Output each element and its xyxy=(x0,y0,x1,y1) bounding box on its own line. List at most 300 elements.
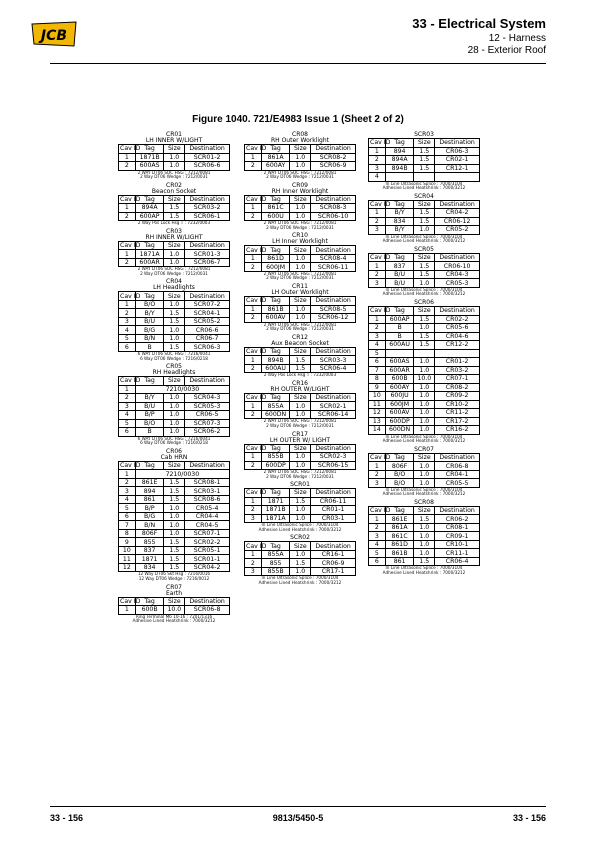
connector-id: SCR02 xyxy=(290,534,310,542)
table-row xyxy=(119,326,230,335)
column-header: Size xyxy=(164,292,185,301)
destination: CR05-6 xyxy=(435,324,480,333)
column-header: Tag xyxy=(385,139,414,148)
wire-tag: 855A xyxy=(261,550,290,559)
part-note: 2 Way DT06 Wedge : 7212/0031 xyxy=(140,270,208,276)
wire-tag: 894A xyxy=(135,204,164,213)
column-header: Destination xyxy=(435,200,480,209)
svg-text:JCB: JCB xyxy=(40,28,68,44)
column-header: Destination xyxy=(311,393,356,402)
column-header: Tag xyxy=(385,453,414,462)
table-row xyxy=(119,606,230,615)
cavity-id: 10 xyxy=(119,546,136,555)
destination: SCR04-1 xyxy=(185,309,230,318)
column-header: Cav ID xyxy=(120,597,141,605)
connector-scr01 xyxy=(244,482,356,532)
connector-description: RH Inner Worklight xyxy=(271,187,329,195)
wire-size: 1.5 xyxy=(414,341,435,350)
column-header: Tag xyxy=(261,297,290,306)
cavity-id: 3 xyxy=(369,226,386,235)
wire-tag: 855A xyxy=(261,402,290,411)
connector-cr09 xyxy=(244,183,356,231)
column-header: Destination xyxy=(311,297,356,306)
column-header: Cav ID xyxy=(120,292,141,300)
destination: CR09-2 xyxy=(435,392,480,401)
destination: CR03-1 xyxy=(311,514,356,523)
column-header: Tag xyxy=(135,377,164,386)
table-row xyxy=(119,317,230,326)
wire-tag: B/G xyxy=(135,512,164,521)
pin-table-header xyxy=(245,347,356,356)
part-note: 6 Way DT06 Wedge : 7216/0218 xyxy=(140,440,208,446)
cavity-id: 5 xyxy=(369,549,386,558)
destination: SCR04-3 xyxy=(185,394,230,403)
wire-tag: 855 xyxy=(135,538,164,547)
cavity-id: 12 xyxy=(119,563,136,572)
table-row xyxy=(369,173,480,182)
cavity-id: 3 xyxy=(245,514,262,523)
table-row xyxy=(245,506,356,515)
cavity-id: 1 xyxy=(119,470,136,479)
connector-scr06 xyxy=(368,300,480,444)
destination: CR04-1 xyxy=(435,470,480,479)
cavity-id: 1 xyxy=(245,453,262,462)
destination: CR17-2 xyxy=(435,417,480,426)
destination: SCR08-5 xyxy=(311,305,356,314)
wire-size: 1.0 xyxy=(290,305,311,314)
column-header: Cav ID xyxy=(246,444,267,452)
pin-table xyxy=(118,461,230,573)
column-header: Destination xyxy=(185,241,230,250)
destination: CR12-1 xyxy=(435,164,480,173)
pin-table-header xyxy=(369,253,480,262)
column-header: Size xyxy=(414,506,435,515)
part-note: In Line Ultrasonic Splice : 7000/3104 xyxy=(385,433,463,439)
connector-id: CR04 xyxy=(166,278,182,286)
cavity-id: 1 xyxy=(119,204,136,213)
table-row xyxy=(369,156,480,165)
cavity-id: 2 xyxy=(245,364,262,373)
table-row xyxy=(119,495,230,504)
wire-size: 1.5 xyxy=(164,212,185,221)
part-note: In Line Ultrasonic Splice : 7000/3104 xyxy=(385,286,463,292)
wire-tag: 894B xyxy=(261,356,290,365)
pin-table-header xyxy=(119,145,230,154)
part-note: 2 WAY DT06 SOC HSG : 7212/0081 xyxy=(263,169,337,175)
wire-tag: 600U xyxy=(261,212,290,221)
wire-tag: 600JM xyxy=(385,400,414,409)
part-note: 2 Way DT06 Wedge : 7212/0031 xyxy=(266,473,334,479)
cavity-id: 1 xyxy=(119,153,136,162)
column-header: Size xyxy=(164,145,185,154)
part-note: In Line Ultrasonic Splice : 7000/3104 xyxy=(261,575,339,581)
destination: SCR05-2 xyxy=(185,317,230,326)
connector-id: CR01 xyxy=(166,131,182,138)
destination: CR04-6 xyxy=(435,332,480,341)
destination: SCR06-6 xyxy=(185,162,230,171)
column-header: Tag xyxy=(261,542,290,551)
part-note: 12 Way DT06 Wedge : 7216/0012 xyxy=(138,575,210,581)
table-row xyxy=(369,349,480,358)
destination: SCR06-1 xyxy=(185,212,230,221)
table-row xyxy=(119,478,230,487)
destination: CR06-12 xyxy=(435,217,480,226)
wire-size: 1.5 xyxy=(290,559,311,568)
subsubsection-title: 28 - Exterior Roof xyxy=(467,45,546,56)
wire-tag: B xyxy=(135,343,164,352)
cavity-id: 1 xyxy=(119,250,136,259)
table-row xyxy=(119,153,230,162)
column-header: Tag xyxy=(135,292,164,301)
cavity-id: 2 xyxy=(245,212,262,221)
cavity-id: 1 xyxy=(369,262,386,271)
wire-tag: 1871A xyxy=(261,514,290,523)
connector-cr06 xyxy=(118,449,230,582)
wire-size: 1.0 xyxy=(164,529,185,538)
destination: CR05-5 xyxy=(435,479,480,488)
wire-tag: 834 xyxy=(385,217,414,226)
destination: CR01-1 xyxy=(311,506,356,515)
wire-size: 1.0 xyxy=(414,400,435,409)
destination: CR05-3 xyxy=(435,279,480,288)
part-note: 2 WAY DT06 SOC HSG : 7212/0081 xyxy=(263,270,337,276)
table-row xyxy=(369,324,480,333)
cavity-id: 3 xyxy=(369,479,386,488)
pin-table xyxy=(368,253,480,288)
pin-table xyxy=(244,347,356,374)
wire-tag: 861 xyxy=(135,495,164,504)
part-note: Adhesive Lined Heatshrink : 7000/3212 xyxy=(382,570,466,576)
destination: SCR03-2 xyxy=(185,204,230,213)
part-note: In Line Ultrasonic Splice : 7000/3104 xyxy=(385,565,463,571)
column-header: Destination xyxy=(311,347,356,356)
column-header: Destination xyxy=(311,542,356,551)
cavity-id: 1 xyxy=(369,209,386,218)
wire-tag: 861A xyxy=(385,523,414,532)
column-header: Size xyxy=(290,542,311,551)
wire-tag: 600JU xyxy=(385,392,414,401)
wire-size: 1.5 xyxy=(414,147,435,156)
wire-size: 1.5 xyxy=(164,343,185,352)
cavity-id: 2 xyxy=(119,212,136,221)
column-header: Tag xyxy=(385,307,414,316)
table-row xyxy=(245,153,356,162)
connector-scr08 xyxy=(368,500,480,576)
wire-size: 1.0 xyxy=(290,402,311,411)
column-header: Cav ID xyxy=(120,195,141,203)
destination: CR08-2 xyxy=(435,383,480,392)
cavity-id: 2 xyxy=(369,270,386,279)
wire-size: 1.0 xyxy=(164,419,185,428)
wire-tag: B xyxy=(135,428,164,437)
column-header: Tag xyxy=(135,195,164,204)
wire-tag: B/U xyxy=(385,270,414,279)
cavity-id: 3 xyxy=(245,567,262,576)
connector-scr02 xyxy=(244,535,356,585)
cavity-id: 2 xyxy=(245,410,262,419)
wire-tag: B/N xyxy=(135,521,164,530)
pin-table-header xyxy=(119,241,230,250)
connector-id: CR11 xyxy=(292,283,308,291)
pin-table-header xyxy=(369,453,480,462)
connector-scr05 xyxy=(368,247,480,297)
destination: CR04-4 xyxy=(185,512,230,521)
cavity-id: 1 xyxy=(245,402,262,411)
footer-doc-number: 9813/5450-5 xyxy=(272,813,324,823)
connector-cr16 xyxy=(244,381,356,429)
column-header: Cav ID xyxy=(246,348,267,355)
connector-cr10 xyxy=(244,233,356,281)
cavity-id: 4 xyxy=(369,540,386,549)
wire-size: 1.0 xyxy=(414,417,435,426)
wire-tag: 1871A xyxy=(135,250,164,259)
part-note: 2 Way DT06 Wedge : 7212/0031 xyxy=(266,174,334,180)
wire-tag: 861D xyxy=(385,540,414,549)
wire-size: 1.0 xyxy=(164,258,185,267)
cavity-id: 3 xyxy=(119,487,136,496)
destination: SCR06-9 xyxy=(311,162,356,171)
part-note: Adhesive Lined Heatshrink : 7000/3212 xyxy=(258,580,342,585)
wire-size: 1.0 xyxy=(164,521,185,530)
wire-size: 1.0 xyxy=(414,383,435,392)
wire-tag: 600AY xyxy=(261,162,290,171)
wire-size: 1.0 xyxy=(164,250,185,259)
column-header: Cav ID xyxy=(246,246,267,254)
wire-size: 1.5 xyxy=(414,315,435,324)
destination xyxy=(435,173,480,182)
part-note: 2 WAY DT06 SOC HSG : 7212/0081 xyxy=(137,169,211,175)
connector-id: SCR08 xyxy=(414,498,434,506)
pin-table-header xyxy=(369,200,480,209)
wire-tag: 861 xyxy=(385,557,414,566)
wire-size: 1.0 xyxy=(414,426,435,435)
part-note: 2 WAY DT06 SOC HSG : 7212/0081 xyxy=(263,469,337,475)
cavity-id: 13 xyxy=(369,417,386,426)
wire-size: 1.5 xyxy=(164,495,185,504)
part-number: 7210/0030 xyxy=(135,470,229,479)
wire-tag: B/Y xyxy=(385,226,414,235)
column-header: Cav ID xyxy=(370,507,391,515)
column-header: Size xyxy=(414,253,435,262)
part-note: 2 Way DT06 Wedge : 7212/0031 xyxy=(140,174,208,180)
connector-cr03 xyxy=(118,229,230,277)
wire-tag: B/O xyxy=(385,470,414,479)
pin-table xyxy=(244,195,356,222)
wire-size: 1.0 xyxy=(414,409,435,418)
wire-size: 1.0 xyxy=(290,453,311,462)
column-header: Destination xyxy=(435,139,480,148)
column-header: Tag xyxy=(135,241,164,250)
column-header: Destination xyxy=(311,246,356,255)
wire-size: 1.0 xyxy=(414,392,435,401)
cavity-id: 2 xyxy=(245,162,262,171)
destination: SCR06-7 xyxy=(185,258,230,267)
table-row xyxy=(369,315,480,324)
destination: CR01-2 xyxy=(435,358,480,367)
column-header: Cav ID xyxy=(246,489,267,497)
pin-table-header xyxy=(119,292,230,301)
part-note: Adhesive Lined Heatshrink : 7000/3212 xyxy=(382,491,466,497)
table-row xyxy=(369,332,480,341)
part-note: 2 Way Pos Lock Hsg T : 7232/0003 xyxy=(263,372,337,378)
wire-tag: B/G xyxy=(135,326,164,335)
wire-tag: B/P xyxy=(135,411,164,420)
wire-tag: 600AS xyxy=(135,162,164,171)
wire-tag: 600AP xyxy=(385,315,414,324)
destination: SCR01-2 xyxy=(185,153,230,162)
destination: CR06-8 xyxy=(435,462,480,471)
column-header: Size xyxy=(290,347,311,356)
table-row xyxy=(369,392,480,401)
pin-table xyxy=(368,453,480,488)
connector-id: CR05 xyxy=(166,363,182,371)
connector-id: CR08 xyxy=(292,131,308,138)
wire-tag: 1871 xyxy=(135,555,164,564)
table-row xyxy=(369,341,480,350)
column-header: Tag xyxy=(385,506,414,515)
wire-size: 1.5 xyxy=(164,309,185,318)
destination: CR06-9 xyxy=(311,559,356,568)
column-header: Size xyxy=(290,145,311,154)
connector-id: CR17 xyxy=(292,430,308,438)
wire-size: 1.5 xyxy=(414,332,435,341)
column-header: Tag xyxy=(261,246,290,255)
table-row xyxy=(369,358,480,367)
destination: SCR06-2 xyxy=(185,428,230,437)
wire-size: 1.5 xyxy=(414,164,435,173)
wire-tag: 600JM xyxy=(261,263,290,272)
destination: CR06-5 xyxy=(185,411,230,420)
wire-size: 1.5 xyxy=(290,497,311,506)
connector-description: LH INNER W/LIGHT xyxy=(145,137,203,144)
column-header: Destination xyxy=(185,461,230,470)
cavity-id: 9 xyxy=(119,538,136,547)
pin-table xyxy=(368,200,480,235)
table-row xyxy=(119,411,230,420)
connector-cr11 xyxy=(244,284,356,332)
cavity-id: 1 xyxy=(369,462,386,471)
pin-table-header xyxy=(369,506,480,515)
destination: CR06-7 xyxy=(185,334,230,343)
pin-table-header xyxy=(119,461,230,470)
part-note: In Line Ultrasonic Splice : 7000/3104 xyxy=(385,180,463,186)
destination: SCR05-3 xyxy=(185,402,230,411)
pin-table-header xyxy=(245,145,356,154)
wire-tag: 806F xyxy=(135,529,164,538)
wire-size: 1.5 xyxy=(164,204,185,213)
column-header: Size xyxy=(414,200,435,209)
pin-table xyxy=(244,541,356,576)
connector-scr07 xyxy=(368,447,480,497)
table-row xyxy=(119,512,230,521)
destination: CR09-1 xyxy=(435,532,480,541)
destination: CR06-3 xyxy=(435,147,480,156)
cavity-id: 4 xyxy=(119,411,136,420)
destination: CR06-11 xyxy=(311,497,356,506)
table-row xyxy=(119,162,230,171)
wire-size: 1.5 xyxy=(164,317,185,326)
column-header: Destination xyxy=(435,453,480,462)
wire-tag: 600AP xyxy=(135,212,164,221)
column-header: Cav ID xyxy=(370,139,391,147)
wire-tag: 600AS xyxy=(385,358,414,367)
wire-size: 1.0 xyxy=(290,254,311,263)
column-header: Tag xyxy=(261,489,290,498)
part-note: 2 WAY DT06 SOC HSG : 7212/0081 xyxy=(263,418,337,424)
wire-size: 1.0 xyxy=(414,358,435,367)
table-row xyxy=(245,550,356,559)
pin-table xyxy=(118,291,230,352)
connector-description: RH Headlights xyxy=(152,369,196,377)
table-row xyxy=(119,394,230,403)
destination: SCR02-1 xyxy=(311,402,356,411)
wire-tag: 600AR xyxy=(385,366,414,375)
subsection-title: 12 - Harness xyxy=(488,33,546,44)
wire-tag: B xyxy=(385,324,414,333)
wire-tag: 600AR xyxy=(135,258,164,267)
column-header: Tag xyxy=(135,461,164,470)
table-row xyxy=(369,164,480,173)
wire-tag: 861B xyxy=(261,305,290,314)
wire-size: 1.5 xyxy=(414,270,435,279)
cavity-id: 3 xyxy=(369,164,386,173)
cavity-id: 2 xyxy=(245,314,262,323)
wire-tag: 861C xyxy=(385,532,414,541)
connector-description: RH OUTER W/LIGHT xyxy=(270,385,330,393)
part-note: 2 WAY DT06 SOC HSG : 7212/0081 xyxy=(263,220,337,226)
destination: SCR03-3 xyxy=(311,356,356,365)
column-header: Destination xyxy=(435,506,480,515)
destination: SCR08-4 xyxy=(311,254,356,263)
column-header: Size xyxy=(164,241,185,250)
table-row xyxy=(119,419,230,428)
destination: SCR01-3 xyxy=(185,250,230,259)
cavity-id: 2 xyxy=(245,506,262,515)
cavity-id: 1 xyxy=(245,356,262,365)
table-row xyxy=(119,385,230,394)
wire-tag: 837 xyxy=(385,262,414,271)
wire-size: 1.0 xyxy=(164,504,185,513)
table-row xyxy=(119,428,230,437)
table-row xyxy=(369,479,480,488)
cavity-id: 1 xyxy=(245,305,262,314)
column-header: Cav ID xyxy=(370,254,391,262)
part-note: In Line Ultrasonic Splice : 7000/3104 xyxy=(385,486,463,492)
table-row xyxy=(119,300,230,309)
wire-tag: 600DP xyxy=(261,461,290,470)
cavity-id: 2 xyxy=(245,263,262,272)
connector-id: CR16 xyxy=(292,379,308,387)
wire-size: 1.0 xyxy=(414,540,435,549)
wire-size: 1.0 xyxy=(290,550,311,559)
wire-tag: 861B xyxy=(385,549,414,558)
wire-size: 1.0 xyxy=(290,567,311,576)
connector-cr17 xyxy=(244,432,356,480)
connector-description: LH OUTER W/ LIGHT xyxy=(269,436,331,444)
destination: SCR07-2 xyxy=(185,300,230,309)
table-row xyxy=(369,540,480,549)
wire-size: 1.5 xyxy=(414,515,435,524)
table-row xyxy=(369,383,480,392)
cavity-id: 3 xyxy=(369,332,386,341)
column-header: Cav ID xyxy=(370,200,391,208)
wire-size: 1.5 xyxy=(414,209,435,218)
table-row xyxy=(245,402,356,411)
table-row xyxy=(369,532,480,541)
part-note: 6 Way DT06 Wedge : 7216/0218 xyxy=(140,355,208,361)
cavity-id: 2 xyxy=(369,324,386,333)
wire-tag: 834 xyxy=(135,563,164,572)
